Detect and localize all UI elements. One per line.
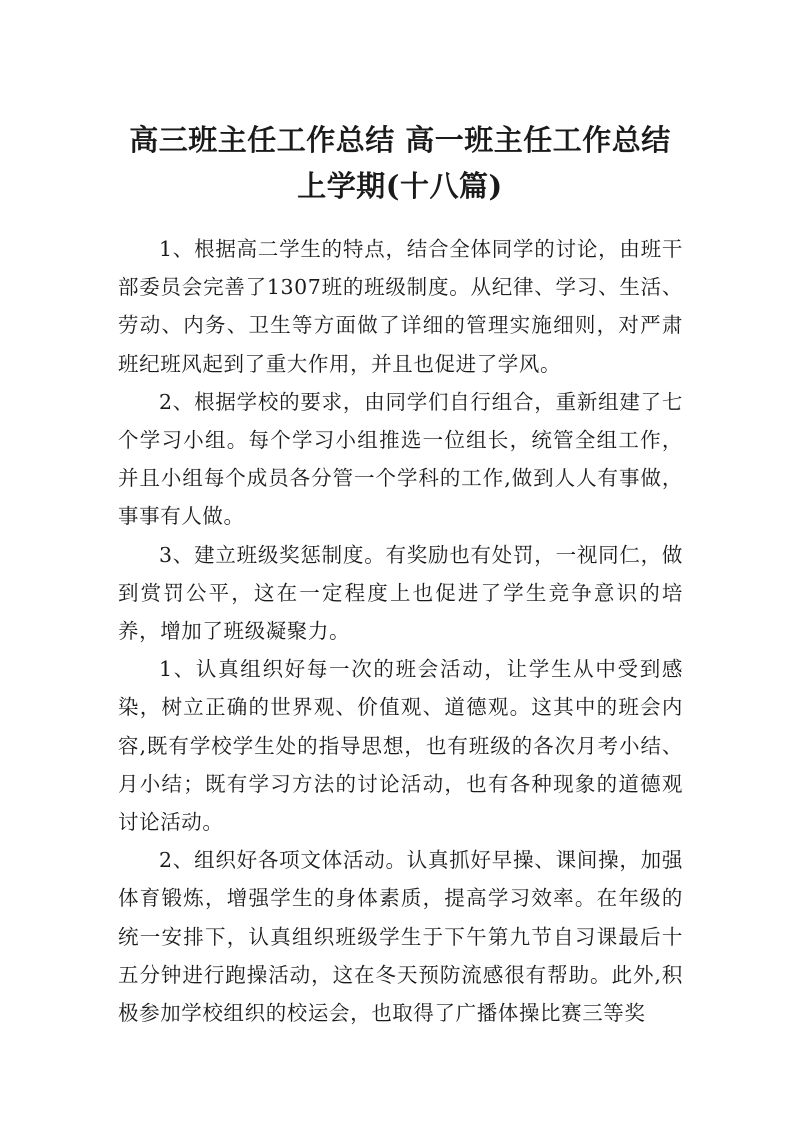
paragraph: 1、根据高二学生的特点，结合全体同学的讨论，由班干部委员会完善了1307班的班级制度。从纪律、学习、生活、劳动、内务、卫生等方面做了详细的管理实施细则，对严肃班纪班风起到了重大作用，并且也促进了学风。 <box>118 237 683 376</box>
paragraph: 3、建立班级奖惩制度。有奖励也有处罚，一视同仁，做到赏罚公平，这在一定程度上也促进了学生竞争意识的培养，增加了班级凝聚力。 <box>118 542 683 644</box>
paragraph: 2、组织好各项文体活动。认真抓好早操、课间操，加强体育锻炼，增强学生的身体素质，提高学习效率。在年级的统一安排下，认真组织班级学生于下午第九节自习课最后十五分钟进行跑操活动，这在冬天预防流感很有帮助。此外,积极参加学校组织的校运会，也取得了广播体操比赛三等奖 <box>118 848 683 1026</box>
paragraph: 2、根据学校的要求，由同学们自行组合，重新组建了七个学习小组。每个学习小组推选一位组长，统管全组工作，并且小组每个成员各分管一个学科的工作,做到人人有事做，事事有人做。 <box>118 389 683 529</box>
paragraph: 1、认真组织好每一次的班会活动，让学生从中受到感染，树立正确的世界观、价值观、道德观。这其中的班会内容,既有学校学生处的指导思想，也有班级的各次月考小结、月小结；既有学习方法的讨论活动，也有各种现象的道德观讨论活动。 <box>118 657 683 835</box>
document-body <box>118 230 683 1032</box>
title-line-1: 高三班主任工作总结 高一班主任工作总结 <box>129 123 671 158</box>
title-line-2: 上学期(十八篇) <box>297 169 503 204</box>
document-title <box>100 117 700 209</box>
